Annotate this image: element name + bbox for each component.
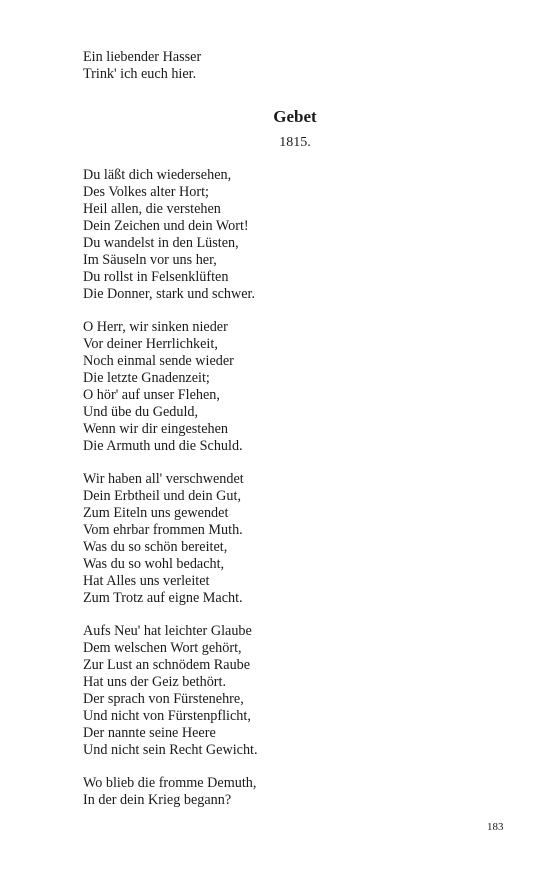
poem-line: Zum Trotz auf eigne Macht.: [83, 590, 243, 606]
poem-line: Dein Erbtheil und dein Gut,: [83, 488, 242, 504]
poem-line: Und nicht von Fürstenpflicht,: [83, 708, 251, 724]
poem-line: Vor deiner Herrlichkeit,: [83, 336, 218, 352]
poem-line: Die letzte Gnadenzeit;: [83, 370, 210, 386]
poem-year: 1815.: [279, 135, 311, 150]
stanza-3: [83, 471, 483, 607]
poem-body: [83, 167, 483, 825]
poem-line: Der sprach von Fürstenehre,: [83, 691, 244, 707]
poem-line: Der nannte seine Heere: [83, 725, 216, 741]
poem-line: Hat Alles uns verleitet: [83, 573, 210, 589]
poem-line: O Herr, wir sinken nieder: [83, 319, 228, 335]
previous-poem-ending: [83, 49, 483, 83]
poem-line: O hör' auf unser Flehen,: [83, 387, 220, 403]
poem-line: Was du so schön bereitet,: [83, 539, 228, 555]
poem-line: Trink' ich euch hier.: [83, 66, 197, 82]
poem-line: Zur Lust an schnödem Raube: [83, 657, 251, 673]
poem-line: Hat uns der Geiz bethört.: [83, 674, 227, 690]
poem-line: Noch einmal sende wieder: [83, 353, 234, 369]
poem-line: Dein Zeichen und dein Wort!: [83, 218, 249, 234]
page-number: 183: [487, 821, 504, 833]
poem-line: Was du so wohl bedacht,: [83, 556, 225, 572]
poem-line: Du wandelst in den Lüsten,: [83, 235, 239, 251]
poem-line: Und nicht sein Recht Gewicht.: [83, 742, 258, 758]
poem-line: Ein liebender Hasser: [83, 49, 202, 65]
poem-line: In der dein Krieg begann?: [83, 792, 232, 808]
poem-line: Du läßt dich wiedersehen,: [83, 167, 232, 183]
poem-line: Wir haben all' verschwendet: [83, 471, 244, 487]
stanza-5: [83, 775, 483, 809]
poem-line: Dem welschen Wort gehört,: [83, 640, 242, 656]
poem-line: Die Armuth und die Schuld.: [83, 438, 243, 454]
poem-line: Im Säuseln vor uns her,: [83, 252, 217, 268]
poem-line: Aufs Neu' hat leichter Glaube: [83, 623, 252, 639]
stanza-4: [83, 623, 483, 759]
poem-line: Zum Eiteln uns gewendet: [83, 505, 229, 521]
poem-line: Heil allen, die verstehen: [83, 201, 221, 217]
stanza-2: [83, 319, 483, 455]
poem-line: Des Volkes alter Hort;: [83, 184, 209, 200]
poem-line: Und übe du Geduld,: [83, 404, 199, 420]
poem-line: Wo blieb die fromme Demuth,: [83, 775, 257, 791]
poem-title: Gebet: [273, 107, 317, 126]
stanza-1: [83, 167, 483, 303]
poem-line: Du rollst in Felsenklüften: [83, 269, 229, 285]
poem-line: Wenn wir dir eingestehen: [83, 421, 229, 437]
poem-line: Die Donner, stark und schwer.: [83, 286, 256, 302]
poem-line: Vom ehrbar frommen Muth.: [83, 522, 243, 538]
